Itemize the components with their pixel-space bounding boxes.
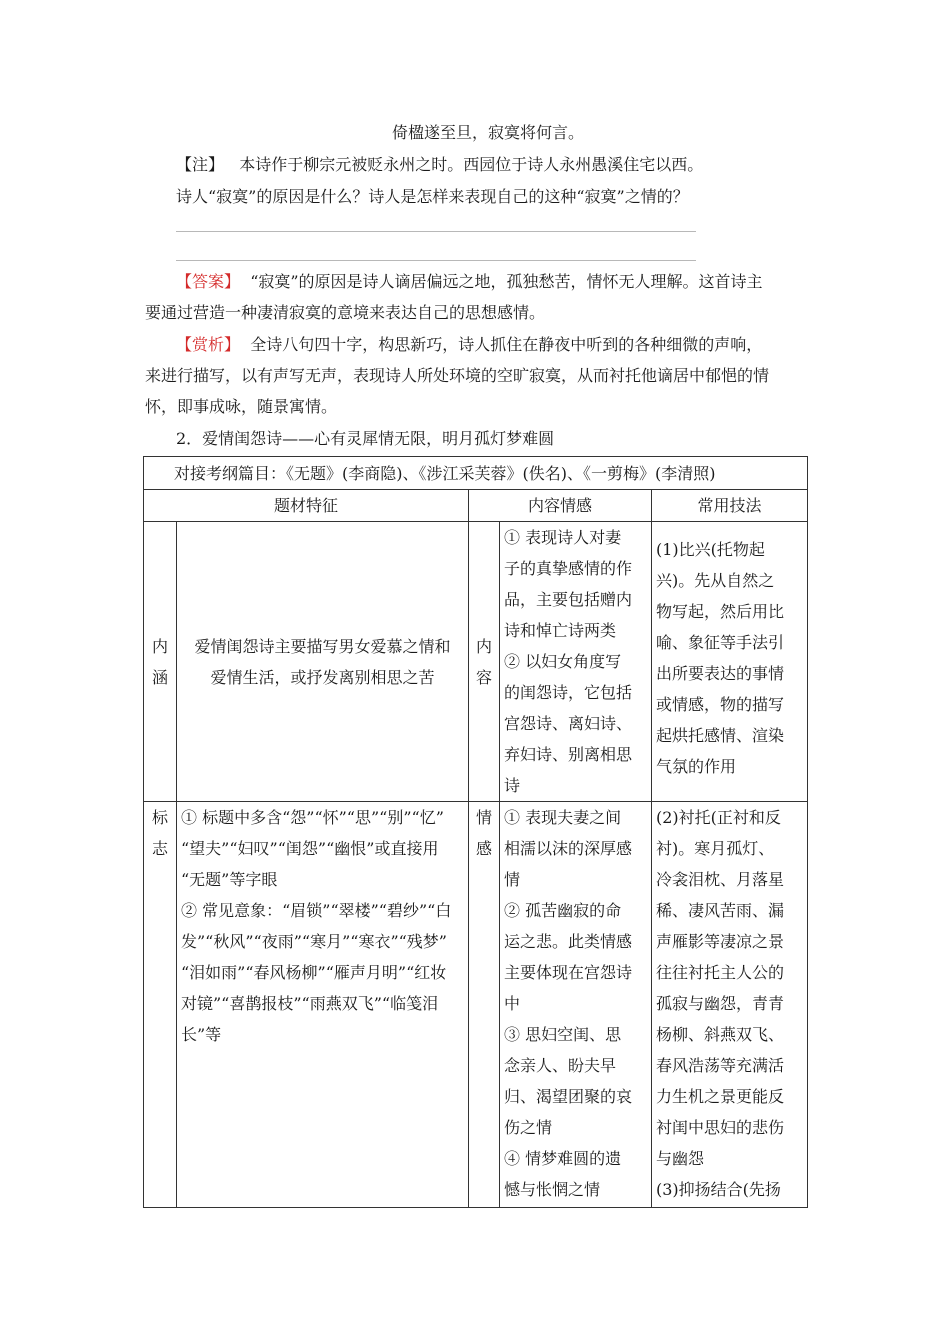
analysis-label: 【赏析】 [176,335,241,354]
cell-line: 情 [504,870,521,889]
technique-cell [652,802,808,1208]
table-header-row [144,490,808,522]
technique-cell [652,522,808,802]
cell-line: 气氛的作用 [656,757,737,776]
table-caption-row [144,457,808,490]
love-poetry-table [143,456,808,1208]
cell-line: 长”等 [181,1025,222,1044]
header-technique: 常用技法 [652,490,808,522]
row-label-char: 容 [475,667,492,687]
cell-line: 爱情生活，或抒发离别相思之苦 [210,667,435,687]
answer-blank-line-1 [176,231,696,232]
row-label-connotation [144,522,177,802]
cell-line: ① 表现诗人对妻 [504,528,622,547]
feature-cell [177,522,469,802]
answer-text-1: “寂寞”的原因是诗人谪居偏远之地，孤独愁苦，情怀无人理解。这首诗主 [250,272,763,291]
table-row [144,522,808,802]
cell-line: 诗 [504,776,521,795]
cell-line: 中 [504,994,521,1013]
cell-line: 起烘托感情、渲染 [656,726,785,745]
poem-last-line: 倚楹遂至旦，寂寞将何言。 [392,123,585,142]
cell-line: 稀、凄风苦雨、漏 [656,901,785,920]
cell-line: 物写起，然后用比 [656,602,785,621]
analysis-line-1 [176,332,762,355]
table-row [144,802,808,1208]
feature-cell [177,802,469,1208]
analysis-line-2: 来进行描写，以有声写无声，表现诗人所处环境的空旷寂寞，从而衬托他谪居中郁悒的情 [145,366,770,385]
note-label: 【注】 [176,155,225,174]
cell-line: 杨柳、斜燕双飞、 [656,1025,785,1044]
cell-line: 归、渴望团聚的哀 [504,1087,633,1106]
cell-line: 运之悲。此类情感 [504,932,633,951]
cell-line: 喻、象征等手法引 [656,633,785,652]
row-label-markers [144,802,177,1208]
cell-line: 念亲人、盼夫早 [504,1056,617,1075]
answer-line-1 [176,269,763,292]
cell-line: “望夫”“妇叹”“闺怨”“幽恨”或直接用 [181,839,439,858]
answer-label: 【答案】 [176,272,241,291]
cell-line: 品，主要包括赠内 [504,590,633,609]
cell-line: 衬闺中思妇的悲伤 [656,1118,785,1137]
cell-line: 或情感，物的描写 [656,695,785,714]
cell-line: 的闺怨诗，它包括 [504,683,633,702]
cell-line: ① 标题中多含“怨”“怀”“思”“别”“忆” [181,808,444,827]
cell-line: (1)比兴(托物起 [656,540,765,559]
row-label-char: 志 [151,839,168,858]
cell-line: 憾与怅惘之情 [504,1180,601,1199]
cell-line: 发”“秋风”“夜雨”“寒月”“寒衣”“残梦” [181,932,447,951]
cell-line: 对镜”“喜鹊报枝”“雨燕双飞”“临笺泪 [181,994,439,1013]
cell-line: 主要体现在宫怨诗 [504,963,633,982]
cell-line: “无题”等字眼 [181,870,278,889]
row-label-char: 情 [475,808,492,827]
cell-line: ③ 思妇空闺、思 [504,1025,622,1044]
cell-line: 子的真挚感情的作 [504,559,633,578]
cell-line: “泪如雨”“春风杨柳”“雁声月明”“红妆 [181,963,447,982]
answer-blank-line-2 [176,260,696,261]
content-cell [500,802,652,1208]
header-content: 内容情感 [469,490,652,522]
question: 诗人“寂寞”的原因是什么？诗人是怎样来表现自己的这种“寂寞”之情的？ [176,187,689,206]
cell-line: 春风浩荡等充满活 [656,1056,785,1075]
cell-line: 衬)。寒月孤灯、 [656,839,775,858]
row-label-char: 感 [475,839,492,858]
cell-line: 出所要表达的事情 [656,664,785,683]
cell-line: 相濡以沫的深厚感 [504,839,633,858]
cell-line: 爱情闺怨诗主要描写男女爱慕之情和 [194,636,451,656]
cell-line: 与幽怨 [656,1149,705,1168]
cell-line: 伤之情 [504,1118,553,1137]
analysis-text-1: 全诗八句四十字，构思新巧，诗人抓住在静夜中听到的各种细微的声响， [250,335,763,354]
cell-line: (3)抑扬结合(先扬 [656,1180,781,1199]
header-feature: 题材特征 [144,490,469,522]
row-label-char: 内 [151,636,168,656]
analysis-line-3: 怀，即事成咏，随景寓情。 [145,397,338,416]
cell-line: 诗和悼亡诗两类 [504,621,617,640]
row-label-char: 涵 [151,667,168,687]
cell-line: 弃妇诗、别离相思 [504,745,633,764]
note-line [176,152,703,175]
section-heading: 2．爱情闺怨诗——心有灵犀情无限，明月孤灯梦难圆 [176,429,555,448]
cell-line: 孤寂与幽怨，青青 [656,994,785,1013]
cell-line: ④ 情梦难圆的遗 [504,1149,622,1168]
cell-line: ② 以妇女角度写 [504,652,622,671]
cell-line: 往往衬托主人公的 [656,963,785,982]
cell-line: 兴)。先从自然之 [656,571,775,590]
cell-line: 冷衾泪枕、月落星 [656,870,785,889]
cell-line: ① 表现夫妻之间 [504,808,622,827]
cell-line: 宫怨诗、离妇诗、 [504,714,633,733]
cell-line: (2)衬托(正衬和反 [656,808,781,827]
cell-line: ② 孤苦幽寂的命 [504,901,622,920]
sublabel-emotion [469,802,500,1208]
cell-line: 力生机之景更能反 [656,1087,785,1106]
cell-line: 声雁影等凄凉之景 [656,932,785,951]
note-text: 本诗作于柳宗元被贬永州之时。西园位于诗人永州愚溪住宅以西。 [239,155,704,174]
sublabel-content [469,522,500,802]
row-label-char: 标 [151,808,168,827]
answer-line-2: 要通过营造一种凄清寂寞的意境来表达自己的思想感情。 [145,303,546,322]
cell-line: ② 常见意象：“眉锁”“翠楼”“碧纱”“白 [181,901,452,920]
content-cell [500,522,652,802]
table-caption: 对接考纲篇目：《无题》(李商隐)、《涉江采芙蓉》(佚名)、《一剪梅》(李清照) [144,457,808,490]
row-label-char: 内 [475,636,492,656]
